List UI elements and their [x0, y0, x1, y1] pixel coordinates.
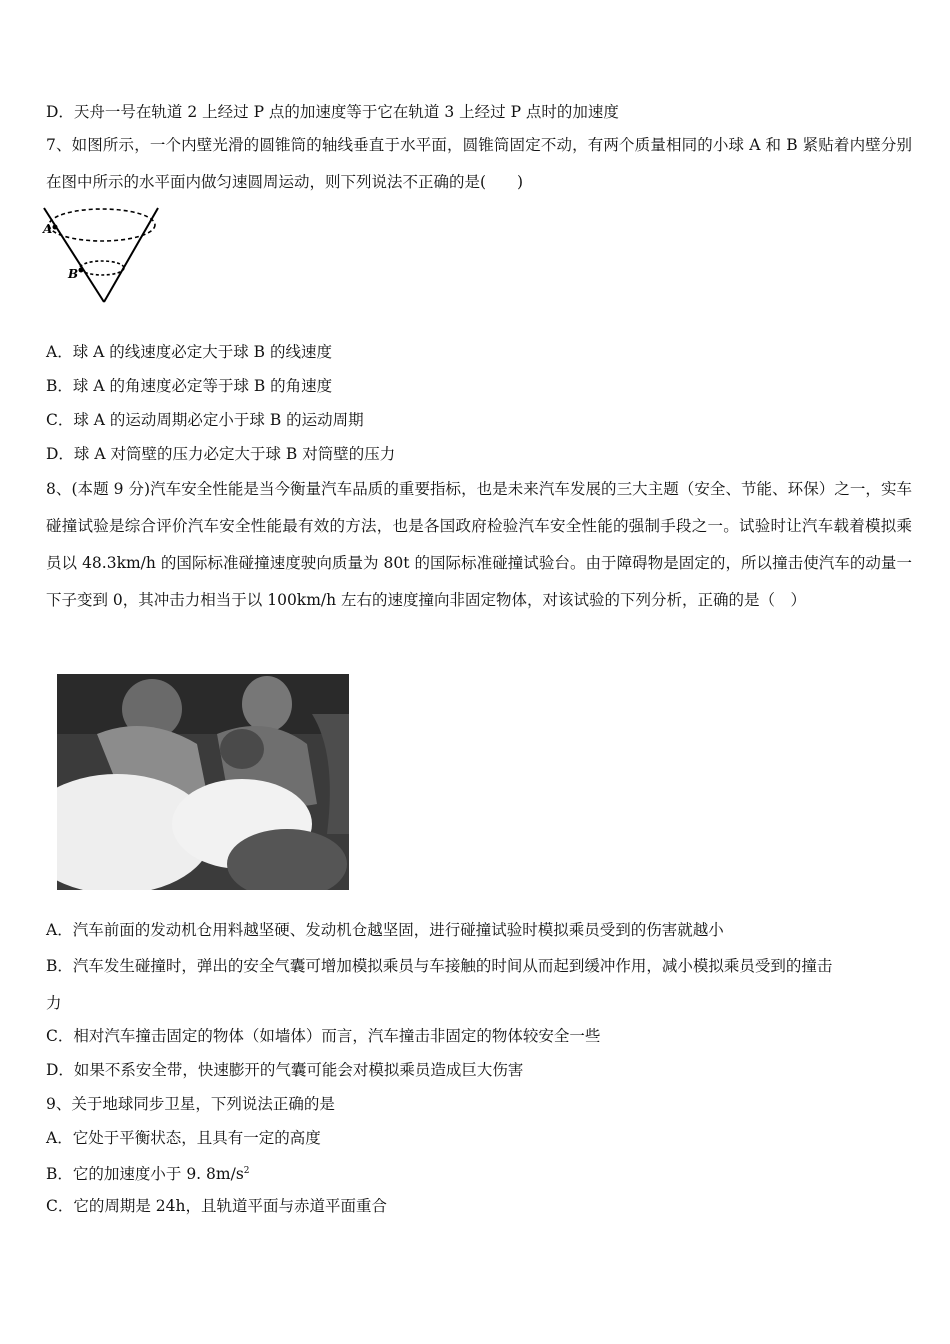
- crash-test-photo: [57, 674, 349, 890]
- q7-stem: 7、如图所示，一个内壁光滑的圆锥筒的轴线垂直于水平面，圆锥筒固定不动，有两个质量相同的小球 A 和 B 紧贴着内壁分别在图中所示的水平面内做匀速圆周运动，则下列说法不正确的是( ): [46, 136, 912, 191]
- q6-option-d: D．天舟一号在轨道 2 上经过 P 点的加速度等于它在轨道 3 上经过 P 点时的加速度: [46, 103, 619, 121]
- q7-option-b: B．球 A 的角速度必定等于球 B 的角速度: [46, 377, 333, 395]
- q7-option-a: A．球 A 的线速度必定大于球 B 的线速度: [46, 343, 332, 361]
- q9-option-b-text: B．它的加速度小于 9. 8m/s: [46, 1165, 244, 1184]
- q7-option-d: D．球 A 对筒壁的压力必定大于球 B 对筒壁的压力: [46, 445, 396, 463]
- q8-option-b-continued: 力: [46, 994, 62, 1012]
- q9-option-b: [46, 1161, 250, 1184]
- q8-option-d: D．如果不系安全带，快速膨开的气囊可能会对模拟乘员造成巨大伤害: [46, 1061, 524, 1079]
- label-a: A: [43, 222, 53, 236]
- q8-option-c: C．相对汽车撞击固定的物体（如墙体）而言，汽车撞击非固定的物体较安全一些: [46, 1027, 601, 1045]
- q8-option-b: B．汽车发生碰撞时，弹出的安全气囊可增加模拟乘员与车接触的时间从而起到缓冲作用，减小模拟乘员受到的撞击: [46, 957, 833, 975]
- q9-stem: 9、关于地球同步卫星，下列说法正确的是: [46, 1095, 335, 1113]
- q9-option-a: A．它处于平衡状态，且具有一定的高度: [46, 1129, 321, 1147]
- ball-a: [53, 225, 58, 230]
- cone-diagram: [38, 198, 168, 308]
- ball-b: [79, 268, 84, 273]
- q9-option-c: C．它的周期是 24h，且轨道平面与赤道平面重合: [46, 1197, 387, 1215]
- q7-option-c: C．球 A 的运动周期必定小于球 B 的运动周期: [46, 411, 364, 429]
- q9-option-b-exponent: 2: [243, 1166, 250, 1176]
- q8-stem: 8、(本题 9 分)汽车安全性能是当今衡量汽车品质的重要指标，也是未来汽车发展的三大主题（安全、节能、环保）之一，实车碰撞试验是综合评价汽车安全性能最有效的方法，也是各国政府检验汽车安全性能的强制手段之一。试验时让汽车载着模拟乘员以 48.3km/h 的国际标准碰撞速度驶向质量为 80t 的国际标准碰撞试验台。由于障碍物是固定的，所以撞击使汽车的动量一下子变到 0，其冲击力相当于以 100km/h 左右的速度撞向非固定物体，对该试验的下列分析，正确的是（ ）: [46, 480, 912, 609]
- label-b: B: [68, 267, 79, 281]
- q8-option-a: A．汽车前面的发动机仓用料越坚硬、发动机仓越坚固，进行碰撞试验时模拟乘员受到的伤害就越小: [46, 921, 724, 939]
